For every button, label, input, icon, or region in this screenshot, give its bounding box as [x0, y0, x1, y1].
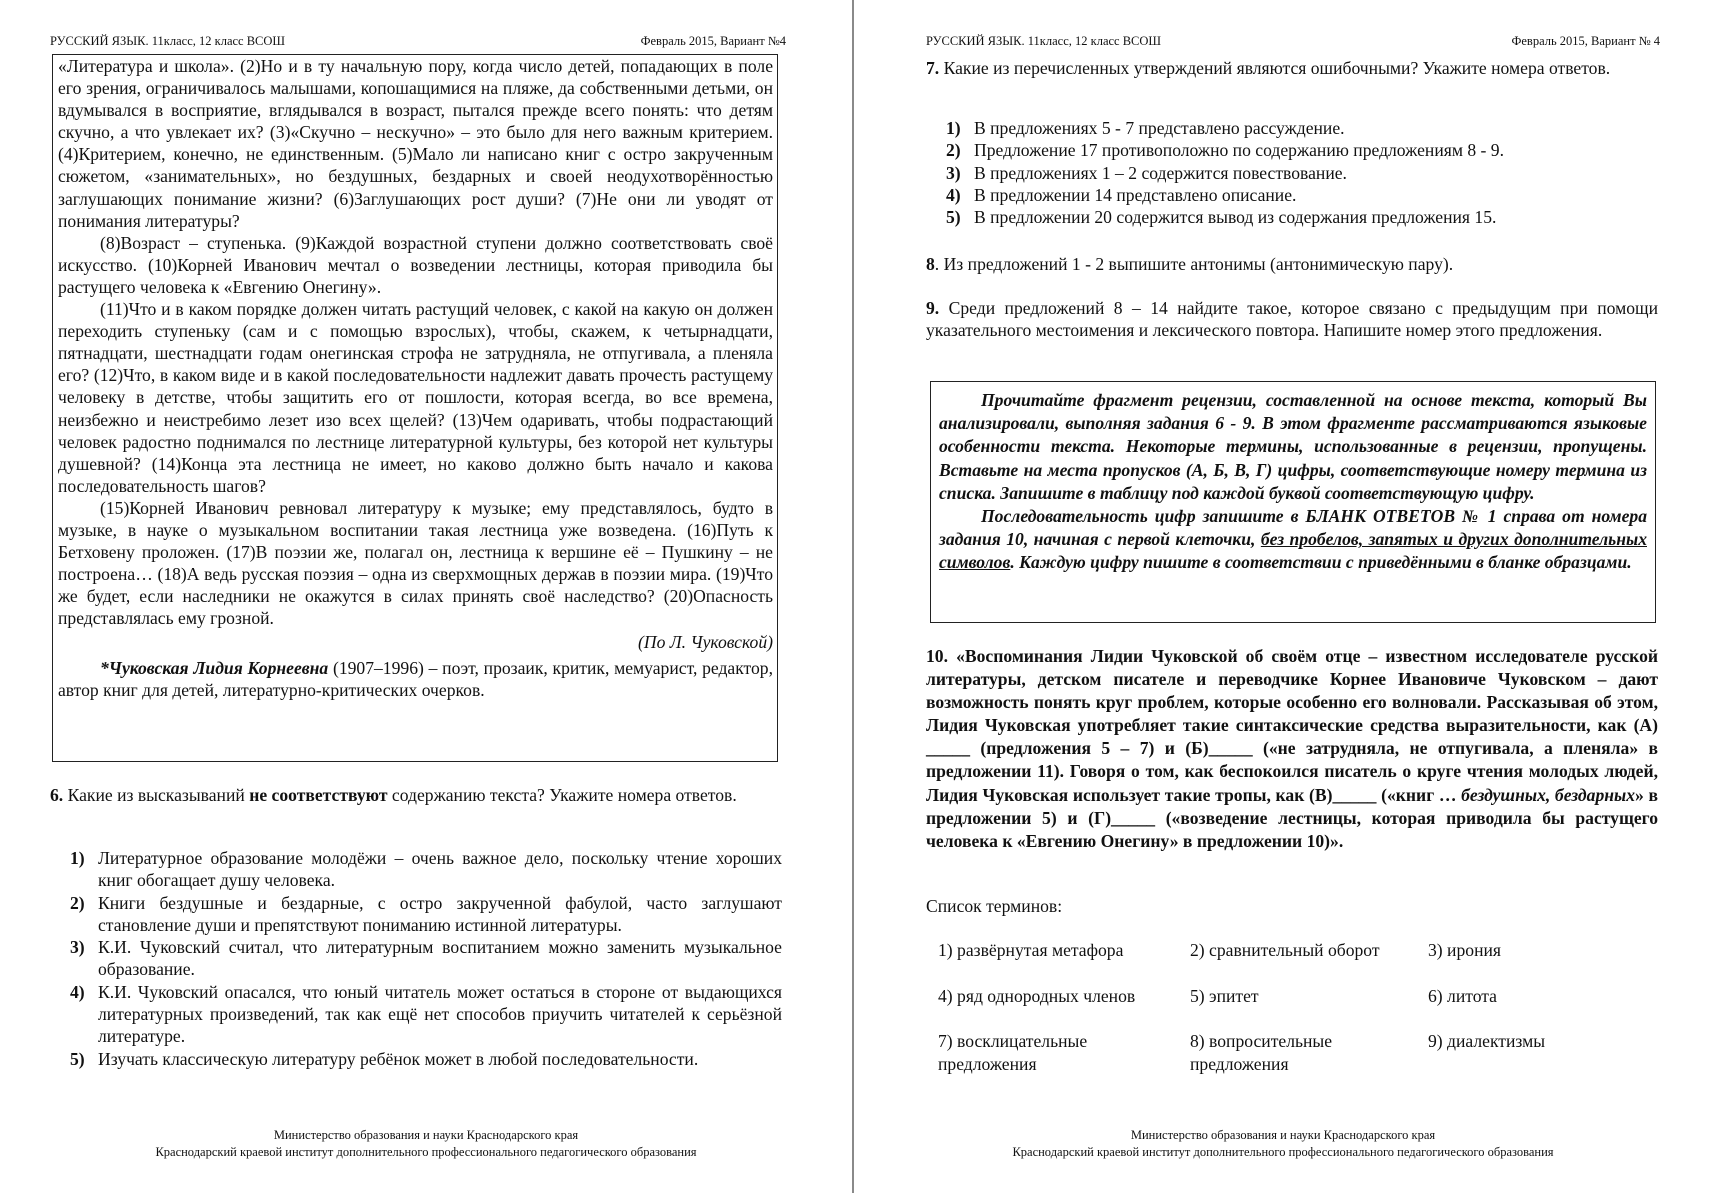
footer-line-2: Краснодарский краевой институт дополнительного профессионального педагогического образования [155, 1145, 697, 1159]
reading-text-box [52, 54, 778, 762]
footer [0, 1127, 852, 1161]
footer-line-1: Министерство образования и науки Краснодарского края [273, 1128, 579, 1142]
page-divider [852, 0, 854, 1193]
text-paragraph-2: (8)Возраст – ступенька. (9)Каждой возрастной ступени должно соответствовать своё искусство. (10)Корней Иванович мечтал о возведении лестницы, которая приводила бы растущего человека к «Евгению Онегину». [58, 232, 773, 297]
instruction-paragraph-1: Прочитайте фрагмент рецензии, составленной на основе текста, который Вы анализировали, выполняя задания 6 - 9. В этом фрагменте рассматриваются языковые особенности текста. Некоторые термины, использованные в рецензии, пропущены. Вставьте на места пропусков (А, Б, В, Г) цифры, соответствующие номеру термина из списка. Запишите в таблицу под каждой буквой соответствующую цифру. [939, 390, 1647, 503]
question-7 [926, 57, 1658, 79]
header-subject: РУССКИЙ ЯЗЫК. 11класс, 12 класс ВСОШ [926, 34, 1162, 48]
right-page [856, 0, 1710, 1193]
question-8 [926, 253, 1658, 275]
question-6-text-end: содержанию текста? Укажите номера ответов. [387, 785, 737, 805]
bio-text: (1907–1996) – поэт, прозаик, критик, мемуарист, редактор, автор книг для детей, литературно-критических очерков. [58, 657, 773, 700]
term-item: 8) вопросительные предложения [1190, 1031, 1333, 1074]
header-variant: Февраль 2015, Вариант №4 [640, 34, 786, 48]
term-item: 5) эпитет [1190, 986, 1259, 1006]
list-item: 1) В предложениях 5 - 7 представлено рассуждение. [946, 118, 1345, 138]
list-item: 4) В предложении 14 представлено описание. [946, 184, 1297, 205]
question-6-number: 6. [50, 785, 64, 805]
question-7-text: Какие из перечисленных утверждений являются ошибочными? Укажите номера ответов. [939, 58, 1611, 78]
list-item: 5) В предложении 20 содержится вывод из содержания предложения 15. [946, 207, 1497, 228]
question-6-options [70, 847, 782, 1070]
list-item: 1) Литературное образование молодёжи – очень важное дело, поскольку чтение хороших книг обогащает душу человека. [70, 848, 782, 891]
header-variant: Февраль 2015, Вариант № 4 [1511, 34, 1660, 48]
text-paragraph-1: «Литература и школа». (2)Но и в ту начальную пору, когда число детей, попадающих в поле его зрения, ограничивалось малышами, копошащимися на пляже, да собственными детьми, он вдумывался в восприятие, вглядывался в возраст, пытался прежде всего понять: что детям скучно, а что увлекает их? (3)«Скучно – нескучно» – это было для него важным критерием. (4)Критерием, конечно, не единственным. (5)Мало ли написано книг с остро закрученным сюжетом, «занимательных», но бездушных, бездарных и своей неодухотворённостью заглушающих понимание жизни? (6)Заглушающих рост души? (7)Не они ли уводят от понимания литературы? [58, 56, 773, 231]
footer [856, 1127, 1710, 1161]
list-item: 4) К.И. Чуковский опасался, что юный читатель может остаться в стороне от выдающихся литературных произведений, так как ещё нет способов приучить читателей к серьёзной литературе. [70, 981, 782, 1047]
text-author: (По Л. Чуковской) [638, 632, 773, 653]
question-6-text: Какие из высказываний [63, 785, 250, 805]
footer-line-1: Министерство образования и науки Краснодарского края [1130, 1128, 1436, 1142]
text-paragraph-4: (15)Корней Иванович ревновал литературу к музыке; ему представлялось, будто в музыке, в науке о музыкальном воспитании такая лестница уже возведена. (16)Путь к Бетховену проложен. (17)В поэзии же, полагал он, лестница к вершине её – Пушкину – не построена… (18)А ведь русская поэзия – одна из сверхмощных держав в поэзии мира. (19)Что же будет, если наследники не окажутся в силах принять своё наследство? (20)Опасность представлялась ему грозной. [58, 497, 773, 629]
question-8-number: 8 [926, 254, 935, 274]
question-6-emphasis: не соответствуют [249, 785, 388, 805]
left-page [0, 0, 852, 1193]
instruction-underlined: без пробелов, запятых и других дополнительных символов [939, 529, 1647, 573]
term-item: 4) ряд однородных членов [938, 986, 1136, 1006]
term-item: 9) диалектизмы [1428, 1031, 1546, 1051]
question-10: 10. «Воспоминания Лидии Чуковской об своём отце – известном исследователе русской литературы, детском писателе и переводчике Корнее Ивановиче Чуковском – дают возможность понять круг проблем, которые особенно его волновали. Рассказывая об этом, Лидия Чуковская употребляет такие синтаксические средства выразительности, как (А) _____ (предложения 5 – 7) и (Б)_____ («не затрудняла, не отпугивала, а пленяла» в предложении 11). Говоря о том, как беспокоился писатель о круге чтения молодых людей, Лидия Чуковская использует такие тропы, как (В)_____ («книг … бездушных, бездарных» в предложении 5) и (Г)_____ («возведение лестницы, которая приводила бы растущего человека к «Евгению Онегину» в предложении 10)». [926, 646, 1659, 851]
list-item: 2) Предложение 17 противоположно по содержанию предложениям 8 - 9. [946, 140, 1505, 161]
question-8-text: . Из предложений 1 - 2 выпишите антонимы (антонимическую пару). [934, 254, 1454, 274]
bio-name: *Чуковская Лидия Корнеевна [100, 657, 329, 678]
author-bio [58, 657, 773, 701]
question-9-text: Среди предложений 8 – 14 найдите такое, которое связано с предыдущим при помощи указательного местоимения и лексического повтора. Напишите номер этого предложения. [926, 298, 1658, 341]
term-item: 6) литота [1428, 986, 1497, 1006]
header-subject: РУССКИЙ ЯЗЫК. 11класс, 12 класс ВСОШ [50, 34, 286, 48]
instruction-paragraph-2: Последовательность цифр запишите в БЛАНК ОТВЕТОВ № 1 справа от номера задания 10, начиная с первой клеточки, без пробелов, запятых и других дополнительных символов. Каждую цифру пишите в соответствии с приведёнными в бланке образцами. [939, 506, 1647, 573]
question-7-number: 7. [926, 58, 940, 78]
list-item: 2) Книги бездушные и бездарные, с остро закрученной фабулой, часто заглушают становление души и препятствуют пониманию истинной литературы. [70, 892, 782, 935]
question-9 [926, 297, 1658, 342]
question-9-number: 9. [926, 298, 940, 318]
terms-title: Список терминов: [926, 896, 1063, 916]
term-item: 2) сравнительный оборот [1190, 940, 1380, 960]
term-item: 3) ирония [1428, 940, 1501, 960]
list-item: 3) В предложениях 1 – 2 содержится повествование. [946, 162, 1347, 183]
list-item: 3) К.И. Чуковский считал, что литературным воспитанием можно заменить музыкальное образование. [70, 937, 782, 980]
question-7-options [946, 117, 1658, 228]
text-paragraph-3: (11)Что и в каком порядке должен читать растущий человек, с какой на какую он должен переходить ступеньку (сам и с помощью взрослых), чтобы, скажем, к четырнадцати, пятнадцати, шестнадцати годам онегинская строфа не затрудняла, не отпугивала, а пленяла его? (12)Что, в каком виде и в какой последовательности надлежит давать прочесть растущему человеку в детстве, чтобы защитить его от пошлости, которая всегда, во все времена, неизбежно и неистребимо лезет изо всех щелей? (13)Чем одаривать, чтобы подрастающий человек радостно поднимался по лестнице литературной культуры, без которой нет культуры душевной? (14)Конца эта лестница не имеет, но каково должно быть начало и какова последовательность шагов? [58, 299, 773, 496]
question-6 [50, 784, 782, 806]
term-item: 7) восклицательные предложения [938, 1031, 1088, 1074]
instruction-box [930, 381, 1656, 623]
list-item: 5) Изучать классическую литературу ребёнок может в любой последовательности. [70, 1048, 699, 1069]
footer-line-2: Краснодарский краевой институт дополнительного профессионального педагогического образования [1012, 1145, 1554, 1159]
term-item: 1) развёрнутая метафора [938, 940, 1124, 960]
